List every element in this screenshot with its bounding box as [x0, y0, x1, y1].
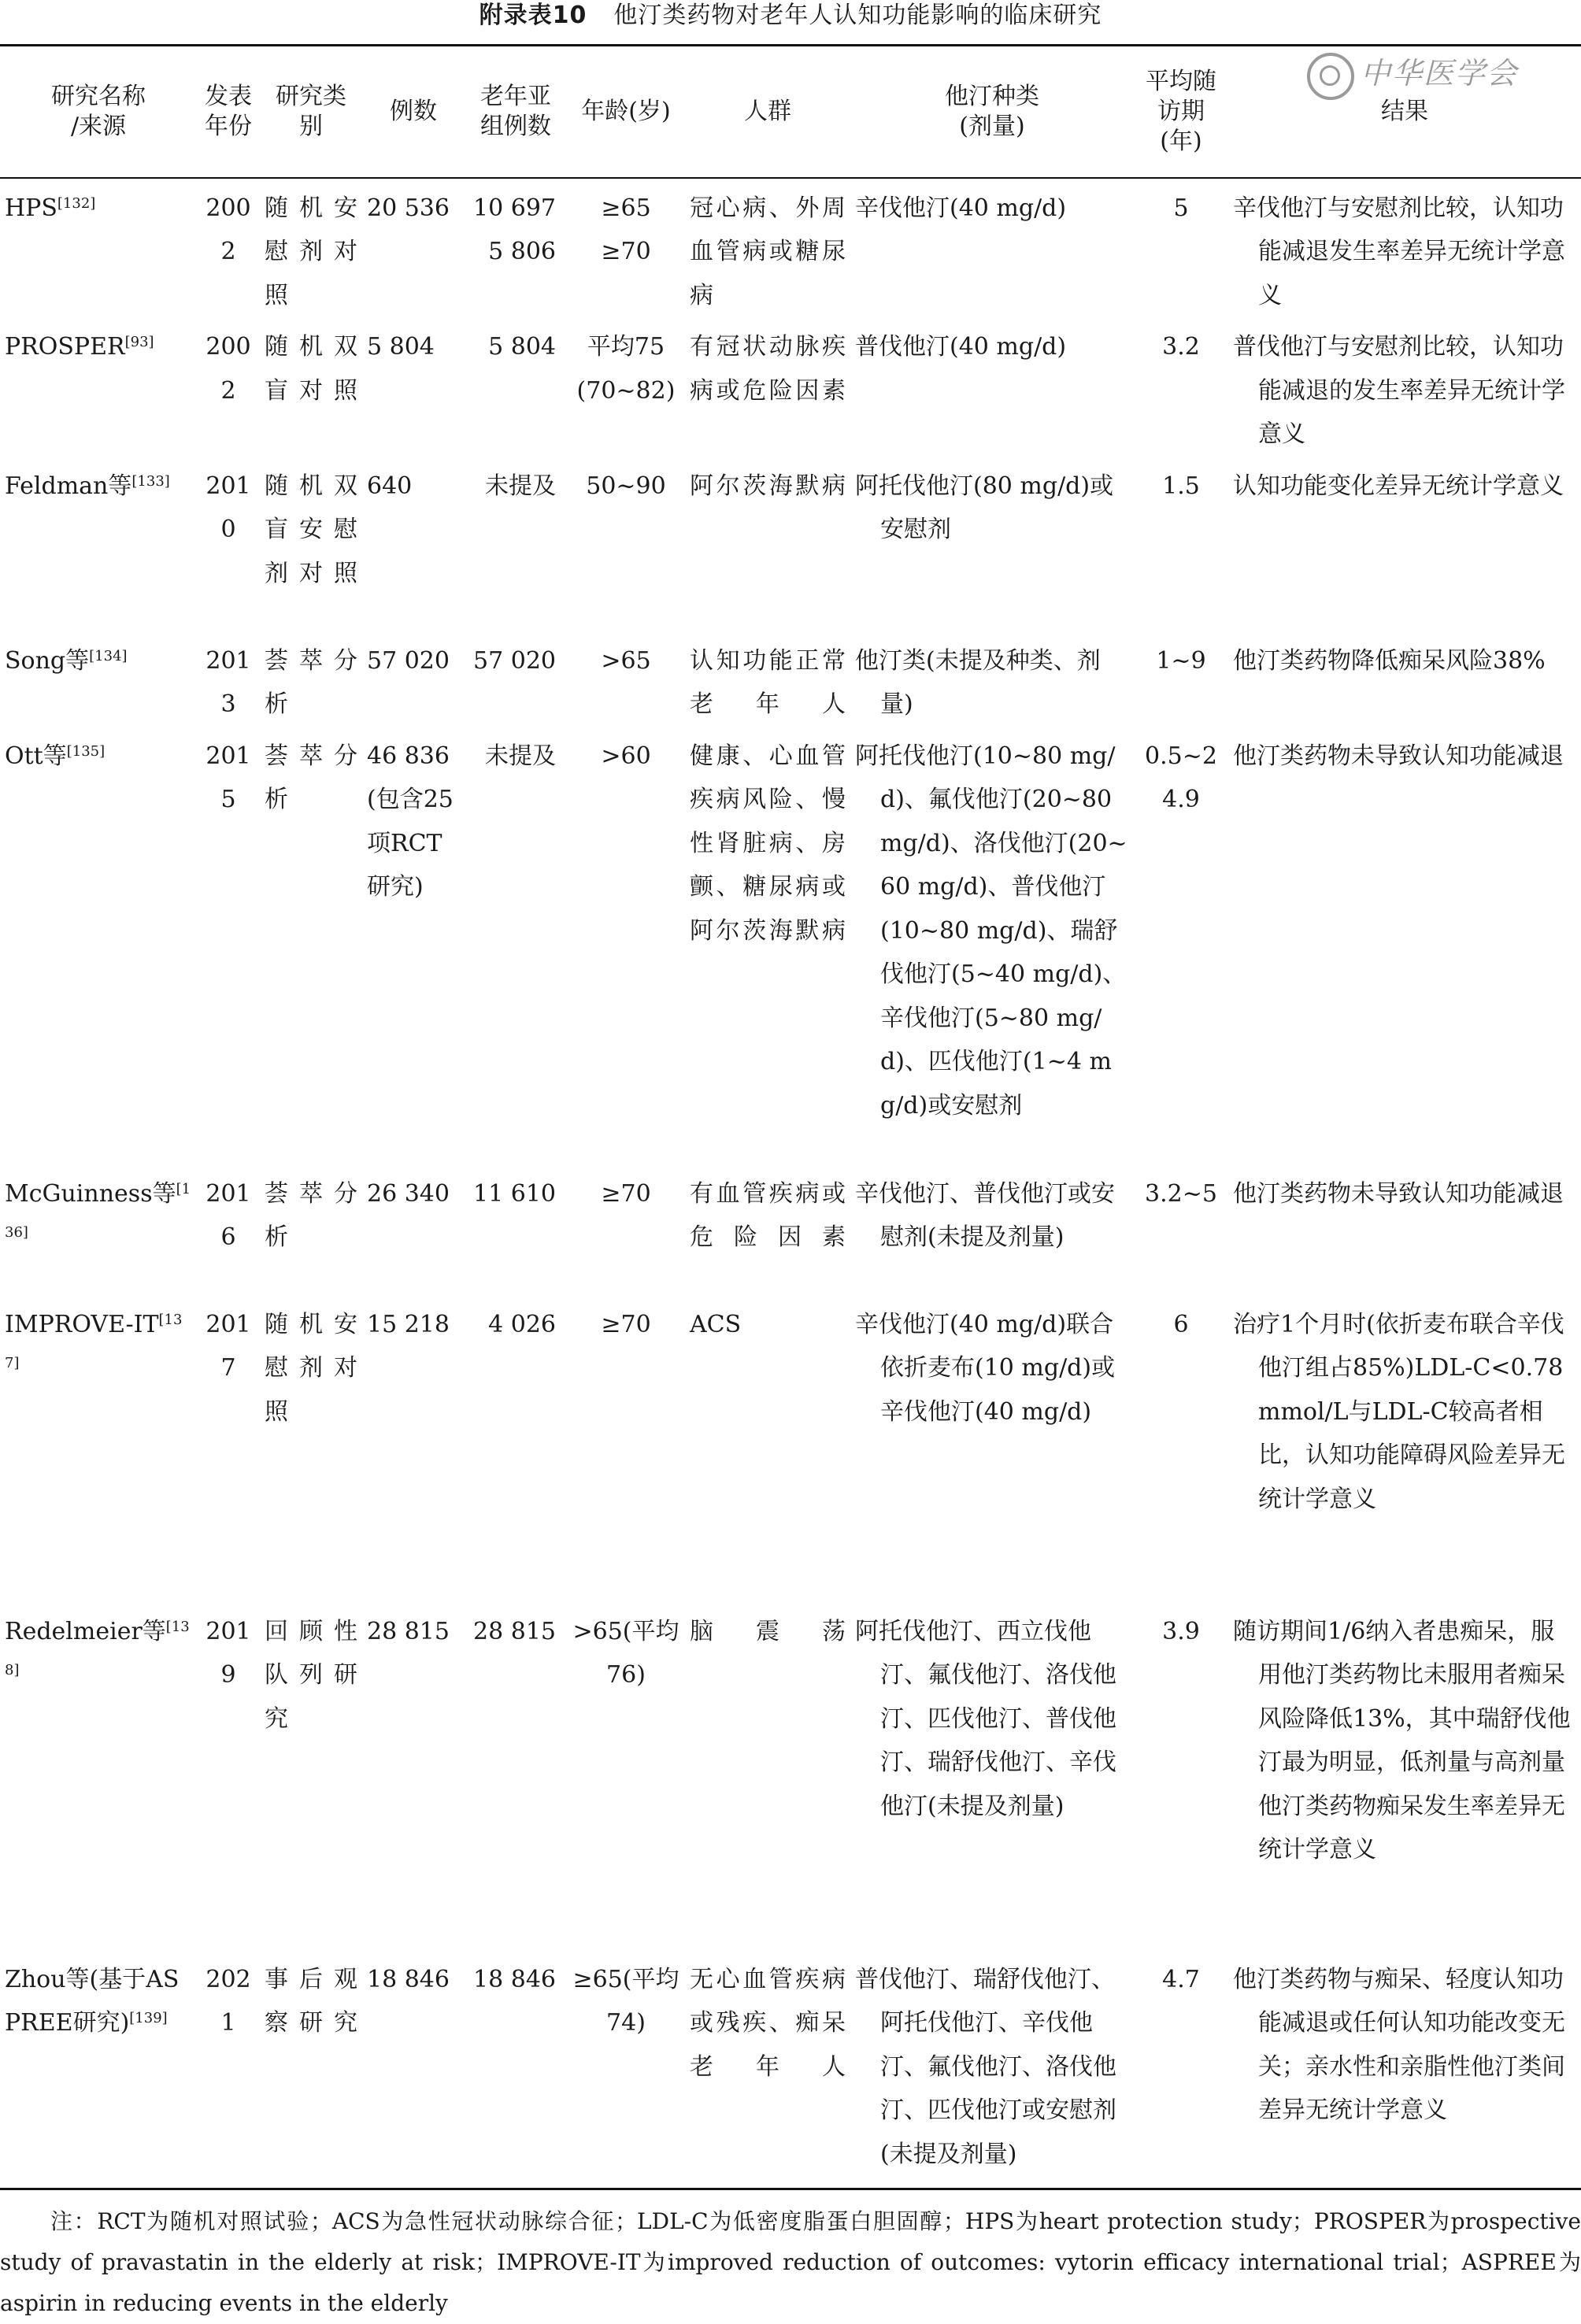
- cell-age: 平均75 (70~82): [576, 333, 676, 405]
- citation-ref: [93]: [124, 334, 154, 350]
- table-row: [0, 631, 1581, 727]
- cell-result: 随访期间1/6纳入者患痴呆，服用他汀类药物比未服用者痴呆风险降低13%，其中瑞舒伐他汀最为明显，低剂量与高剂量他汀类药物痴呆发生率差异无统计学意义: [1233, 1617, 1571, 1863]
- cell-type: 事后观察研究: [260, 1950, 362, 2189]
- cell-year: 2010: [205, 472, 251, 543]
- cell-year: 2021: [197, 1950, 260, 2189]
- cell-statin: 普伐他汀、瑞舒伐他汀、阿托伐他汀、辛伐他汀、氟伐他汀、洛伐他汀、匹伐他汀或安慰剂(未提及剂量): [850, 1950, 1134, 2189]
- cell-n: 46 836(包含25项RCT研究): [367, 742, 454, 901]
- cell-year: 2019: [205, 1617, 251, 1689]
- citation-ref: [133]: [131, 472, 170, 490]
- cell-pop: 冠心病、外周血管病或糖尿病: [690, 194, 846, 309]
- table-title: [0, 0, 1581, 39]
- cell-type: 荟萃分析: [265, 646, 357, 718]
- cell-age: >65: [601, 646, 651, 675]
- cell-year: 2013: [205, 646, 251, 718]
- cell-year: 2016: [205, 1179, 251, 1251]
- cell-pop: 有冠状动脉疾病或危险因素: [690, 333, 846, 405]
- table-row: [0, 178, 1581, 318]
- cell-fu: 0.5~24.9: [1145, 742, 1217, 813]
- cell-n: 20 536: [367, 194, 450, 222]
- cell-sub: 未提及: [485, 742, 556, 770]
- cell-result: 辛伐他汀与安慰剂比较，认知功能减退发生率差异无统计学意义: [1233, 194, 1565, 309]
- cell-sub: 5 804: [488, 333, 556, 361]
- header-cell: 发表年份: [197, 46, 260, 178]
- cell-age: >65(平均76): [572, 1617, 679, 1689]
- cell-n: 28 815: [367, 1617, 450, 1645]
- cell-age: >60: [601, 742, 651, 770]
- cell-n: 640: [367, 472, 413, 500]
- cell-fu: 3.9: [1162, 1617, 1200, 1645]
- cell-sub: 11 610: [473, 1179, 556, 1208]
- cell-type: 回顾性队列研究: [265, 1617, 357, 1733]
- cell-pop: 有血管疾病或危险因素: [690, 1179, 846, 1251]
- cell-name: Redelmeier等[138]: [5, 1617, 190, 1678]
- cell-name: Ott等[135]: [5, 742, 106, 770]
- cell-sub: 28 815: [473, 1617, 556, 1645]
- table-row: [0, 1295, 1581, 1602]
- table-caption: 他汀类药物对老年人认知功能影响的临床研究: [613, 2, 1102, 29]
- table-row: [0, 1602, 1581, 1950]
- header-cell: 研究类 别: [260, 46, 362, 178]
- table-row: [0, 457, 1581, 631]
- cell-n: 18 846: [362, 1950, 465, 2189]
- table-row: [0, 1950, 1581, 2189]
- cell-name: IMPROVE-IT[137]: [5, 1310, 183, 1371]
- cell-year: 2015: [205, 742, 251, 813]
- cell-statin: 阿托伐他汀(80 mg/d)或安慰剂: [855, 472, 1114, 543]
- cell-sub: 4 026: [488, 1310, 556, 1338]
- cell-name: PROSPER[93]: [5, 333, 154, 361]
- cell-result: 他汀类药物未导致认知功能减退: [1233, 742, 1564, 770]
- cell-age: ≥65 ≥70: [601, 194, 651, 265]
- cell-n: 57 020: [367, 646, 450, 675]
- cell-fu: 1~9: [1156, 646, 1206, 675]
- citation-ref: [134]: [89, 647, 128, 664]
- cell-pop: 认知功能正常老年人: [690, 646, 846, 718]
- citation-ref: [135]: [66, 742, 106, 760]
- cell-n: 5 804: [367, 333, 435, 361]
- watermark-text: 中华医学会: [1361, 56, 1519, 91]
- header-cell: 他汀种类 (剂量): [850, 46, 1134, 178]
- cell-fu: 5: [1173, 194, 1189, 222]
- table-row: [0, 317, 1581, 457]
- cell-age: 50~90: [586, 472, 666, 500]
- cell-age: ≥70: [601, 1179, 651, 1208]
- cell-type: 随机安慰剂对照: [265, 194, 357, 309]
- cell-statin: 辛伐他汀、普伐他汀或安慰剂(未提及剂量): [855, 1179, 1115, 1251]
- header-cell: 老年亚 组例数: [465, 46, 567, 178]
- cell-statin: 阿托伐他汀、西立伐他汀、氟伐他汀、洛伐他汀、匹伐他汀、普伐他汀、瑞舒伐他汀、辛伐他汀(未提及剂量): [855, 1617, 1116, 1820]
- cell-type: 随机双盲安慰剂对照: [265, 472, 357, 587]
- cell-pop: 阿尔茨海默病: [690, 472, 846, 500]
- cell-type: 随机双盲对照: [265, 333, 357, 405]
- cell-type: 荟萃分析: [265, 1179, 357, 1251]
- header-row: [0, 46, 1581, 178]
- cell-sub: 57 020: [473, 646, 556, 675]
- cell-name: McGuinness等[136]: [5, 1179, 191, 1241]
- cell-result: 他汀类药物未导致认知功能减退: [1233, 1179, 1564, 1208]
- cell-statin: 辛伐他汀(40 mg/d): [855, 194, 1067, 222]
- statin-cognition-table: [0, 44, 1581, 2190]
- header-cell: 平均随 访期 (年): [1134, 46, 1228, 178]
- cell-statin: 他汀类(未提及种类、剂量): [855, 646, 1101, 718]
- table-row: [0, 727, 1581, 1164]
- cell-type: 随机安慰剂对照: [265, 1310, 357, 1426]
- cell-age: ≥70: [601, 1310, 651, 1338]
- cell-result: 普伐他汀与安慰剂比较，认知功能减退的发生率差异无统计学意义: [1233, 333, 1565, 448]
- header-cell: 结果: [1228, 46, 1581, 178]
- citation-ref: [138]: [5, 1618, 190, 1678]
- cell-year: 2017: [205, 1310, 251, 1382]
- cell-fu: 3.2~5: [1145, 1179, 1217, 1208]
- cell-fu: 4.7: [1134, 1950, 1228, 2189]
- cell-pop: 健康、心血管疾病风险、慢性肾脏病、房颤、糖尿病或阿尔茨海默病: [690, 742, 846, 945]
- cell-fu: 1.5: [1162, 472, 1200, 500]
- cell-result: 他汀类药物降低痴呆风险38%: [1233, 646, 1546, 675]
- header-cell: 人群: [685, 46, 850, 178]
- cell-statin: 阿托伐他汀(10~80 mg/d)、氟伐他汀(20~80 mg/d)、洛伐他汀(20~60 mg/d)、普伐他汀(10~80 mg/d)、瑞舒伐他汀(5~40 mg/d)、辛伐他汀(5~80 mg/d)、匹伐他汀(1~4 mg/d)或安慰剂: [855, 742, 1127, 1119]
- citation-ref: [139]: [129, 2010, 168, 2026]
- cell-result: 治疗1个月时(依折麦布联合辛伐他汀组占85%)LDL-C<0.78 mmol/L与LDL-C较高者相比，认知功能障碍风险差异无统计学意义: [1233, 1310, 1565, 1513]
- cell-statin: 辛伐他汀(40 mg/d)联合依折麦布(10 mg/d)或辛伐他汀(40 mg/d): [855, 1310, 1116, 1426]
- cell-result: 认知功能变化差异无统计学意义: [1233, 472, 1564, 500]
- header-cell: 研究名称 /来源: [0, 46, 197, 178]
- cell-name: Feldman等[133]: [5, 472, 170, 500]
- table-label: 附录表10: [479, 2, 587, 29]
- cell-sub: 10 697 5 806: [473, 194, 556, 265]
- cell-pop: 无心血管疾病或残疾、痴呆老年人: [685, 1950, 850, 2189]
- table-footnote: 注：RCT为随机对照试验；ACS为急性冠状动脉综合征；LDL-C为低密度脂蛋白胆固醇；HPS为heart protection study；PROSPER为prospective study of pravastatin in the elderly at risk；IMPROVE-IT为improved reduction of outcomes: vytorin efficacy international trial；ASPREE为aspirin in reducing events in the elderly: [0, 2208, 1581, 2316]
- cell-year: 2002: [205, 333, 251, 405]
- cell-fu: 6: [1173, 1310, 1189, 1338]
- cell-fu: 3.2: [1162, 333, 1200, 361]
- cell-sub: 未提及: [485, 472, 556, 500]
- cell-n: 15 218: [367, 1310, 450, 1338]
- header-cell: 年龄(岁): [567, 46, 685, 178]
- cell-sub: 18 846: [465, 1950, 567, 2189]
- cell-result: 他汀类药物与痴呆、轻度认知功能减退或任何认知功能改变无关；亲水性和亲脂性他汀类间差异无统计学意义: [1228, 1950, 1581, 2189]
- citation-ref: [136]: [5, 1180, 191, 1241]
- cell-name: HPS[132]: [5, 194, 96, 222]
- table-row: [0, 1164, 1581, 1295]
- cell-pop: 脑震荡: [690, 1617, 846, 1645]
- cell-year: 2002: [205, 194, 251, 265]
- cell-age: ≥65(平均74): [567, 1950, 685, 2189]
- cell-type: 荟萃分析: [265, 742, 357, 813]
- cell-n: 26 340: [367, 1179, 450, 1208]
- cell-name: Zhou等(基于ASPREE研究)[139]: [0, 1950, 197, 2189]
- citation-ref: [137]: [5, 1311, 183, 1371]
- cell-pop: ACS: [690, 1310, 742, 1338]
- cell-name: Song等[134]: [5, 646, 128, 675]
- header-cell: 例数: [362, 46, 465, 178]
- cell-statin: 普伐他汀(40 mg/d): [855, 333, 1067, 361]
- citation-ref: [132]: [57, 194, 96, 212]
